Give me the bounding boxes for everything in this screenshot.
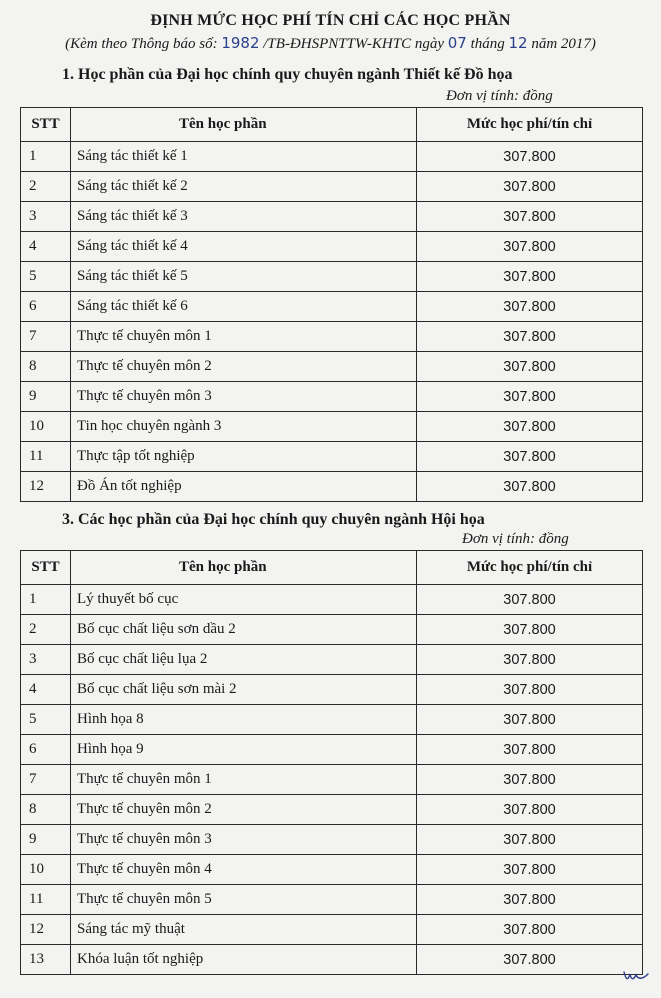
row-course-name: Sáng tác thiết kế 4 xyxy=(71,232,417,262)
row-fee: 307.800 xyxy=(417,142,643,172)
row-course-name: Tin học chuyên ngành 3 xyxy=(71,412,417,442)
row-fee: 307.800 xyxy=(417,615,643,645)
row-fee: 307.800 xyxy=(417,352,643,382)
row-course-name: Sáng tác thiết kế 1 xyxy=(71,142,417,172)
column-header-fee: Mức học phí/tín chỉ xyxy=(417,108,643,142)
row-stt: 2 xyxy=(21,615,71,645)
row-course-name: Thực tế chuyên môn 1 xyxy=(71,322,417,352)
table-row xyxy=(21,915,643,945)
month-handwritten: 12 xyxy=(508,34,528,52)
row-stt: 1 xyxy=(21,142,71,172)
row-fee: 307.800 xyxy=(417,232,643,262)
row-stt: 4 xyxy=(21,232,71,262)
table-row xyxy=(21,412,643,442)
table-row xyxy=(21,705,643,735)
row-stt: 6 xyxy=(21,735,71,765)
table-header-row xyxy=(21,551,643,585)
row-course-name: Đồ Án tốt nghiệp xyxy=(71,472,417,502)
row-course-name: Lý thuyết bố cục xyxy=(71,585,417,615)
table-row xyxy=(21,675,643,705)
row-stt: 4 xyxy=(21,675,71,705)
row-stt: 6 xyxy=(21,292,71,322)
row-fee: 307.800 xyxy=(417,412,643,442)
column-header-fee: Mức học phí/tín chỉ xyxy=(417,551,643,585)
row-course-name: Thực tập tốt nghiệp xyxy=(71,442,417,472)
row-fee: 307.800 xyxy=(417,472,643,502)
row-stt: 5 xyxy=(21,705,71,735)
row-fee: 307.800 xyxy=(417,262,643,292)
table-row xyxy=(21,142,643,172)
section-3-fee-table xyxy=(20,550,643,975)
row-stt: 10 xyxy=(21,412,71,442)
column-header-course-name: Tên học phần xyxy=(71,551,417,585)
row-course-name: Sáng tác thiết kế 3 xyxy=(71,202,417,232)
row-fee: 307.800 xyxy=(417,945,643,975)
table-row xyxy=(21,825,643,855)
row-stt: 7 xyxy=(21,322,71,352)
subtitle-month-label: tháng xyxy=(466,36,509,52)
row-stt: 7 xyxy=(21,765,71,795)
row-stt: 12 xyxy=(21,915,71,945)
row-fee: 307.800 xyxy=(417,735,643,765)
table-row xyxy=(21,795,643,825)
row-stt: 9 xyxy=(21,825,71,855)
row-stt: 13 xyxy=(21,945,71,975)
row-fee: 307.800 xyxy=(417,825,643,855)
row-course-name: Hình họa 9 xyxy=(71,735,417,765)
row-stt: 12 xyxy=(21,472,71,502)
row-stt: 3 xyxy=(21,202,71,232)
row-stt: 8 xyxy=(21,795,71,825)
section-1-fee-table xyxy=(20,107,643,502)
table-row xyxy=(21,615,643,645)
row-stt: 5 xyxy=(21,262,71,292)
row-stt: 11 xyxy=(21,442,71,472)
row-stt: 3 xyxy=(21,645,71,675)
table-row xyxy=(21,765,643,795)
day-handwritten: 07 xyxy=(447,34,467,52)
row-fee: 307.800 xyxy=(417,645,643,675)
row-course-name: Bố cục chất liệu sơn mài 2 xyxy=(71,675,417,705)
document-subtitle xyxy=(0,34,661,53)
row-stt: 9 xyxy=(21,382,71,412)
subtitle-suffix: năm 2017) xyxy=(527,36,596,52)
row-stt: 2 xyxy=(21,172,71,202)
row-fee: 307.800 xyxy=(417,172,643,202)
document-title: ĐỊNH MỨC HỌC PHÍ TÍN CHỈ CÁC HỌC PHẦN xyxy=(150,12,511,29)
row-fee: 307.800 xyxy=(417,915,643,945)
row-stt: 1 xyxy=(21,585,71,615)
row-fee: 307.800 xyxy=(417,855,643,885)
column-header-stt: STT xyxy=(21,108,71,142)
table-row xyxy=(21,442,643,472)
section-3-heading: 3. Các học phần của Đại học chính quy chuyên ngành Hội họa xyxy=(62,511,485,528)
table-row xyxy=(21,262,643,292)
subtitle-mid: /TB-ĐHSPNTTW-KHTC ngày xyxy=(259,36,448,52)
row-fee: 307.800 xyxy=(417,442,643,472)
row-stt: 11 xyxy=(21,885,71,915)
row-fee: 307.800 xyxy=(417,675,643,705)
row-fee: 307.800 xyxy=(417,382,643,412)
row-fee: 307.800 xyxy=(417,202,643,232)
section-1-unit: Đơn vị tính: đồng xyxy=(446,88,553,104)
row-course-name: Bố cục chất liệu sơn dầu 2 xyxy=(71,615,417,645)
row-course-name: Thực tế chuyên môn 2 xyxy=(71,795,417,825)
table-header-row xyxy=(21,108,643,142)
table-row xyxy=(21,885,643,915)
table-row xyxy=(21,382,643,412)
row-fee: 307.800 xyxy=(417,885,643,915)
table-row xyxy=(21,172,643,202)
table-row xyxy=(21,322,643,352)
handwritten-initial-mark xyxy=(622,968,650,984)
row-fee: 307.800 xyxy=(417,795,643,825)
table-row xyxy=(21,472,643,502)
row-stt: 10 xyxy=(21,855,71,885)
row-course-name: Thực tế chuyên môn 1 xyxy=(71,765,417,795)
row-fee: 307.800 xyxy=(417,292,643,322)
row-course-name: Thực tế chuyên môn 2 xyxy=(71,352,417,382)
table-row xyxy=(21,855,643,885)
row-fee: 307.800 xyxy=(417,322,643,352)
row-stt: 8 xyxy=(21,352,71,382)
row-course-name: Hình họa 8 xyxy=(71,705,417,735)
column-header-stt: STT xyxy=(21,551,71,585)
table-row xyxy=(21,202,643,232)
row-course-name: Sáng tác thiết kế 6 xyxy=(71,292,417,322)
table-row xyxy=(21,292,643,322)
row-course-name: Thực tế chuyên môn 3 xyxy=(71,382,417,412)
table-row xyxy=(21,735,643,765)
table-row xyxy=(21,352,643,382)
row-course-name: Sáng tác thiết kế 5 xyxy=(71,262,417,292)
row-course-name: Sáng tác thiết kế 2 xyxy=(71,172,417,202)
row-fee: 307.800 xyxy=(417,585,643,615)
row-fee: 307.800 xyxy=(417,765,643,795)
row-course-name: Thực tế chuyên môn 3 xyxy=(71,825,417,855)
doc-number-handwritten: 1982 xyxy=(221,34,260,52)
section-1-heading: 1. Học phần của Đại học chính quy chuyên ngành Thiết kế Đồ họa xyxy=(62,66,513,83)
table-row xyxy=(21,232,643,262)
subtitle-prefix: (Kèm theo Thông báo số: xyxy=(65,36,222,52)
row-fee: 307.800 xyxy=(417,705,643,735)
row-course-name: Sáng tác mỹ thuật xyxy=(71,915,417,945)
row-course-name: Thực tế chuyên môn 4 xyxy=(71,855,417,885)
table-row xyxy=(21,585,643,615)
row-course-name: Bố cục chất liệu lụa 2 xyxy=(71,645,417,675)
row-course-name: Thực tế chuyên môn 5 xyxy=(71,885,417,915)
row-course-name: Khóa luận tốt nghiệp xyxy=(71,945,417,975)
section-3-unit: Đơn vị tính: đồng xyxy=(462,531,569,547)
table-row xyxy=(21,945,643,975)
table-row xyxy=(21,645,643,675)
column-header-course-name: Tên học phần xyxy=(71,108,417,142)
